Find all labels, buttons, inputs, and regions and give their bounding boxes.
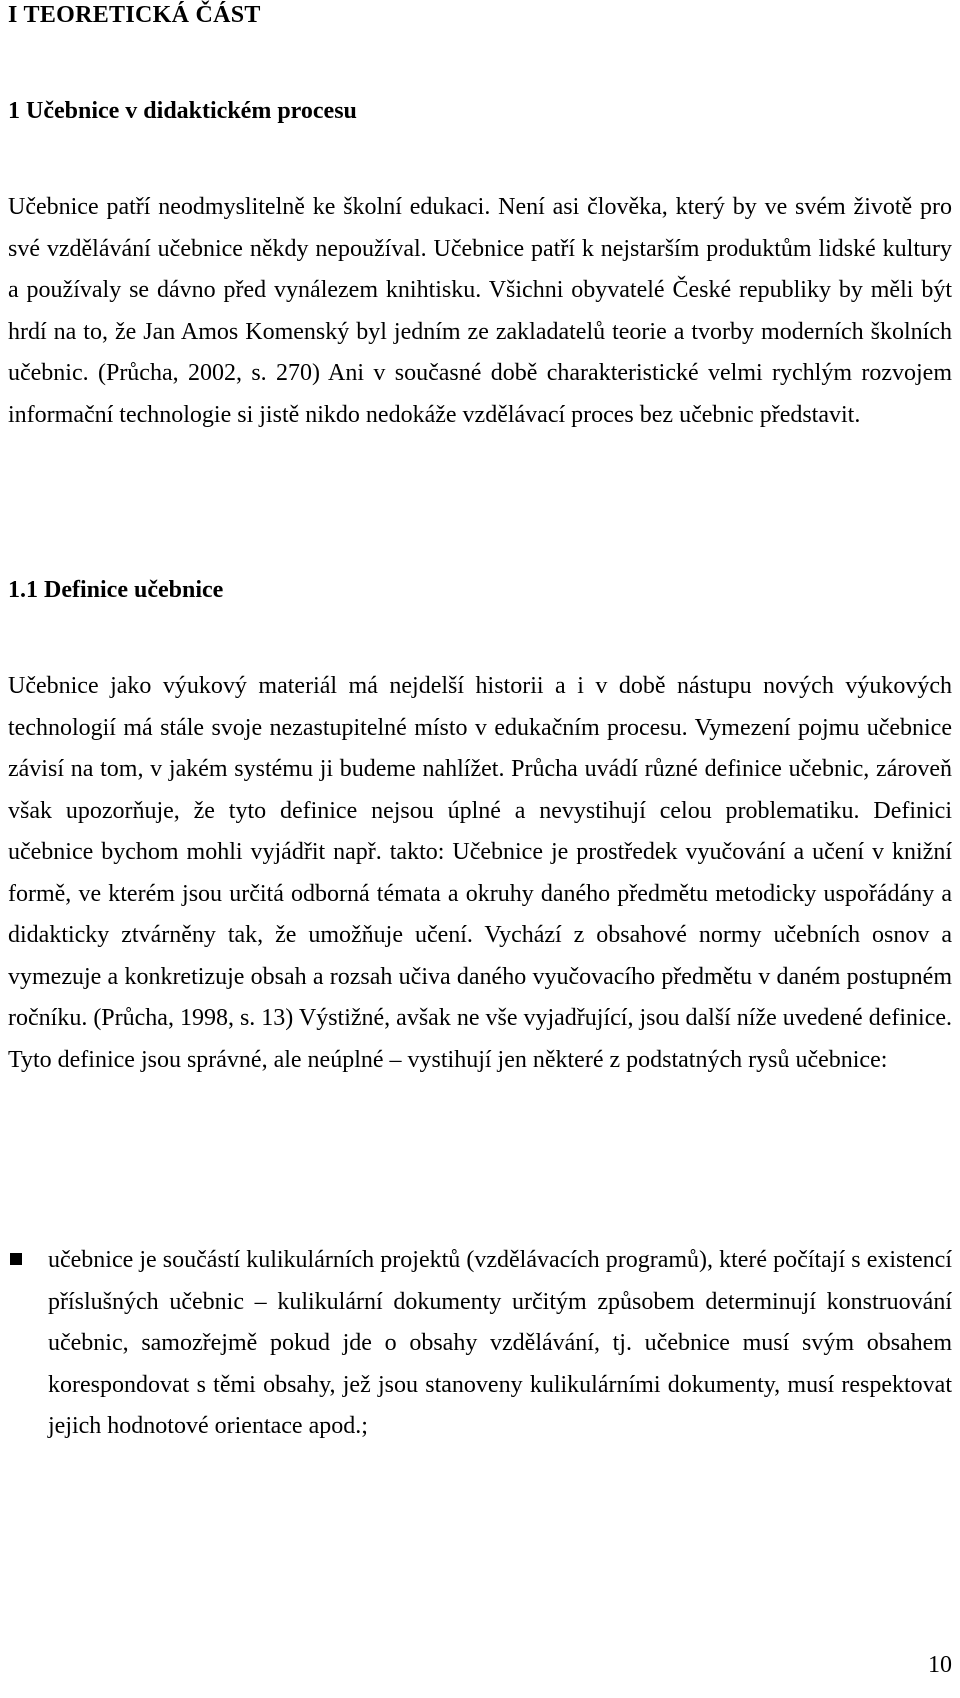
bullet-text: učebnice je součástí kulikulárních projektů (vzdělávacích programů), které počítají s existencí příslušných učebnic – kulikulární dokumenty určitým způsobem determinují konstruování učebnic, samozřejmě pokud jde o obsahy vzdělávání, tj. učebnice musí svým obsahem korespondovat s těmi obsahy, jež jsou stanoveny kulikulárními dokumenty, musí respektovat jejich hodnotové orientace apod.; — [48, 1247, 952, 1439]
section-title: 1 Učebnice v didaktickém procesu — [8, 98, 357, 124]
definition-paragraph: Učebnice jako výukový materiál má nejdelší historii a i v době nástupu nových výukových technologií má stále svoje nezastupitelné místo v edukačním procesu. Vymezení pojmu učebnice závisí na tom, v jakém systému ji budeme nahlížet. Průcha uvádí různé definice učebnic, zároveň však upozorňuje, že tyto definice nejsou úplné a nevystihují celou problematiku. Definici učebnice bychom mohli vyjádřit např. takto: Učebnice je prostředek vyučování a učení v knižní formě, ve kterém jsou určitá odborná témata a okruhy daného předmětu metodicky uspořádány a didakticky ztvárněny tak, že umožňuje učení. Vychází z obsahové normy učebních osnov a vymezuje a konkretizuje obsah a rozsah učiva daného vyučovacího předmětu v daném postupném ročníku. (Průcha, 1998, s. 13) Výstižné, avšak ne vše vyjadřující, jsou další níže uvedené definice. Tyto definice jsou správné, ale neúplné – vystihují jen některé z podstatných rysů učebnice: — [8, 673, 952, 1073]
square-bullet-icon — [10, 1253, 22, 1265]
page-number: 10 — [928, 1652, 952, 1678]
intro-paragraph: Učebnice patří neodmyslitelně ke školní edukaci. Není asi člověka, který by ve svém životě pro své vzdělávání učebnice někdy nepoužíval. Učebnice patří k nejstarším produktům lidské kultury a používaly se dávno před vynálezem knihtisku. Všichni obyvatelé České republiky by měli být hrdí na to, že Jan Amos Komenský byl jedním ze zakladatelů teorie a tvorby moderních školních učebnic. (Průcha, 2002, s. 270) Ani v současné době charakteristické velmi rychlým rozvojem informační technologie si jistě nikdo nedokáže vzdělávací proces bez učebnic představit. — [8, 194, 952, 428]
definition-bullet-list — [8, 1240, 952, 1448]
subsection-title: 1.1 Definice učebnice — [8, 577, 224, 603]
list-item — [8, 1240, 952, 1448]
chapter-title: I TEORETICKÁ ČÁST — [8, 2, 261, 28]
